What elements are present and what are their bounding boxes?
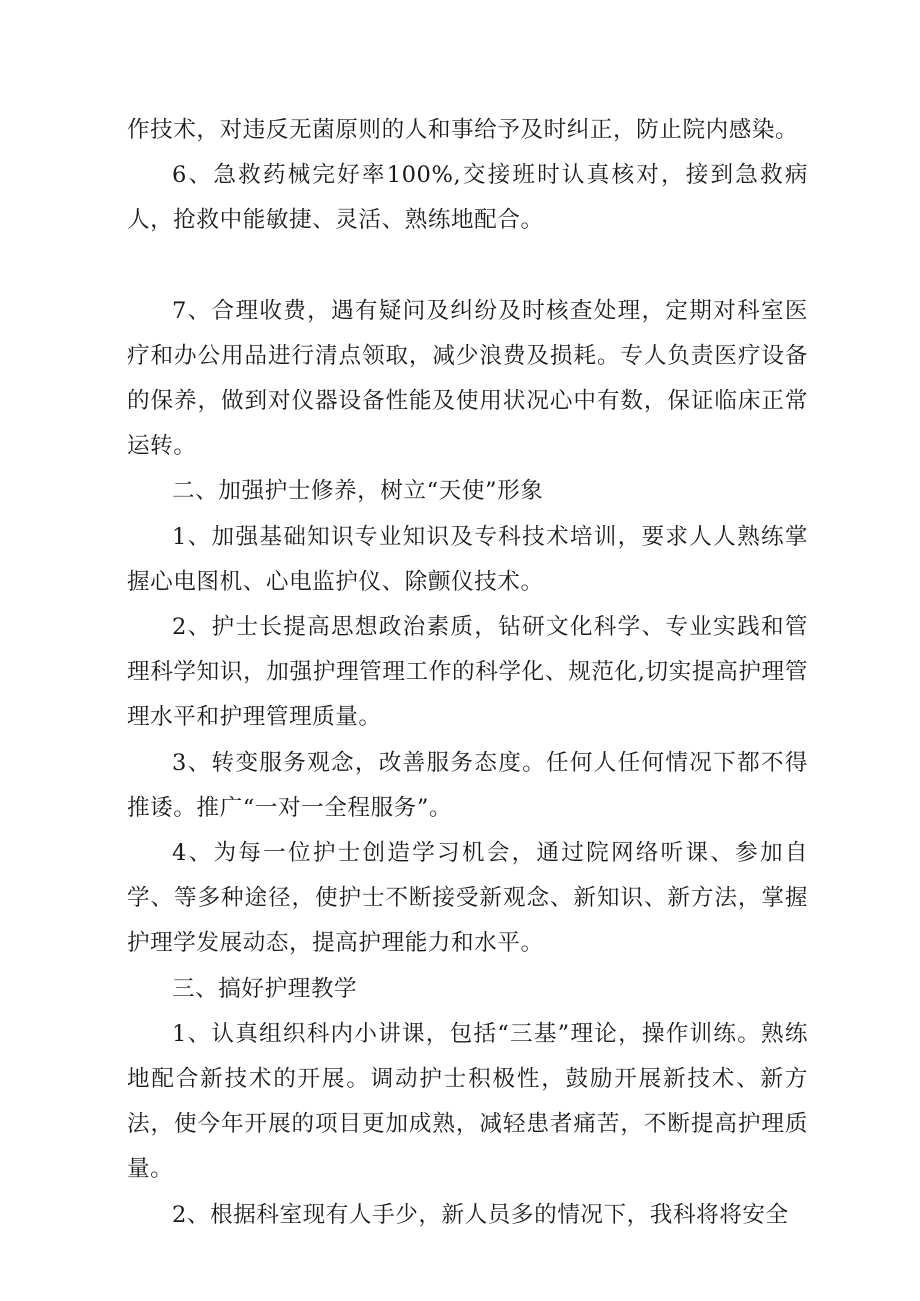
paragraph-item-7: 7、合理收费，遇有疑问及纠纷及时核查处理，定期对科室医疗和办公用品进行清点领取，减少浪费及损耗。专人负责医疗设备的保养，做到对仪器设备性能及使用状况心中有数，保证临床正常运转。	[127, 297, 808, 460]
paragraph-item-6: 6、急救药械完好率100%,交接班时认真核对，接到急救病人，抢救中能敏捷、灵活、熟练地配合。	[127, 162, 808, 234]
paragraph-continuation: 作技术，对违反无菌原则的人和事给予及时纠正，防止院内感染。	[127, 117, 799, 143]
paragraph-section2-item-2: 2、护士长提高思想政治素质，钻研文化科学、专业实践和管理科学知识，加强护理管理工作的科学化、规范化,切实提高护理管理水平和护理管理质量。	[127, 614, 808, 731]
paragraph-section2-item-1: 1、加强基础知识专业知识及专科技术培训，要求人人熟练掌握心电图机、心电监护仪、除颤仪技术。	[127, 523, 808, 595]
section-heading-2: 二、加强护士修养，树立“天使”形象	[172, 478, 544, 505]
paragraph-section2-item-3: 3、转变服务观念，改善服务态度。任何人任何情况下都不得推诿。推广“一对一全程服务”。	[127, 749, 808, 821]
paragraph-section3-item-2: 2、根据科室现有人手少，新人员多的情况下，我科将将安全	[172, 1201, 789, 1228]
paragraph-section2-item-4: 4、为每一位护士创造学习机会，通过院网络听课、参加自学、等多种途径，使护士不断接受新观念、新知识、新方法，掌握护理学发展动态，提高护理能力和水平。	[127, 840, 808, 957]
paragraph-section3-item-1: 1、认真组织科内小讲课，包括“三基”理论，操作训练。熟练地配合新技术的开展。调动护士积极性，鼓励开展新技术、新方法，使今年开展的项目更加成熟，减轻患者痛苦，不断提高护理质量。	[127, 1020, 808, 1183]
section-heading-3: 三、搞好护理教学	[172, 975, 358, 1002]
